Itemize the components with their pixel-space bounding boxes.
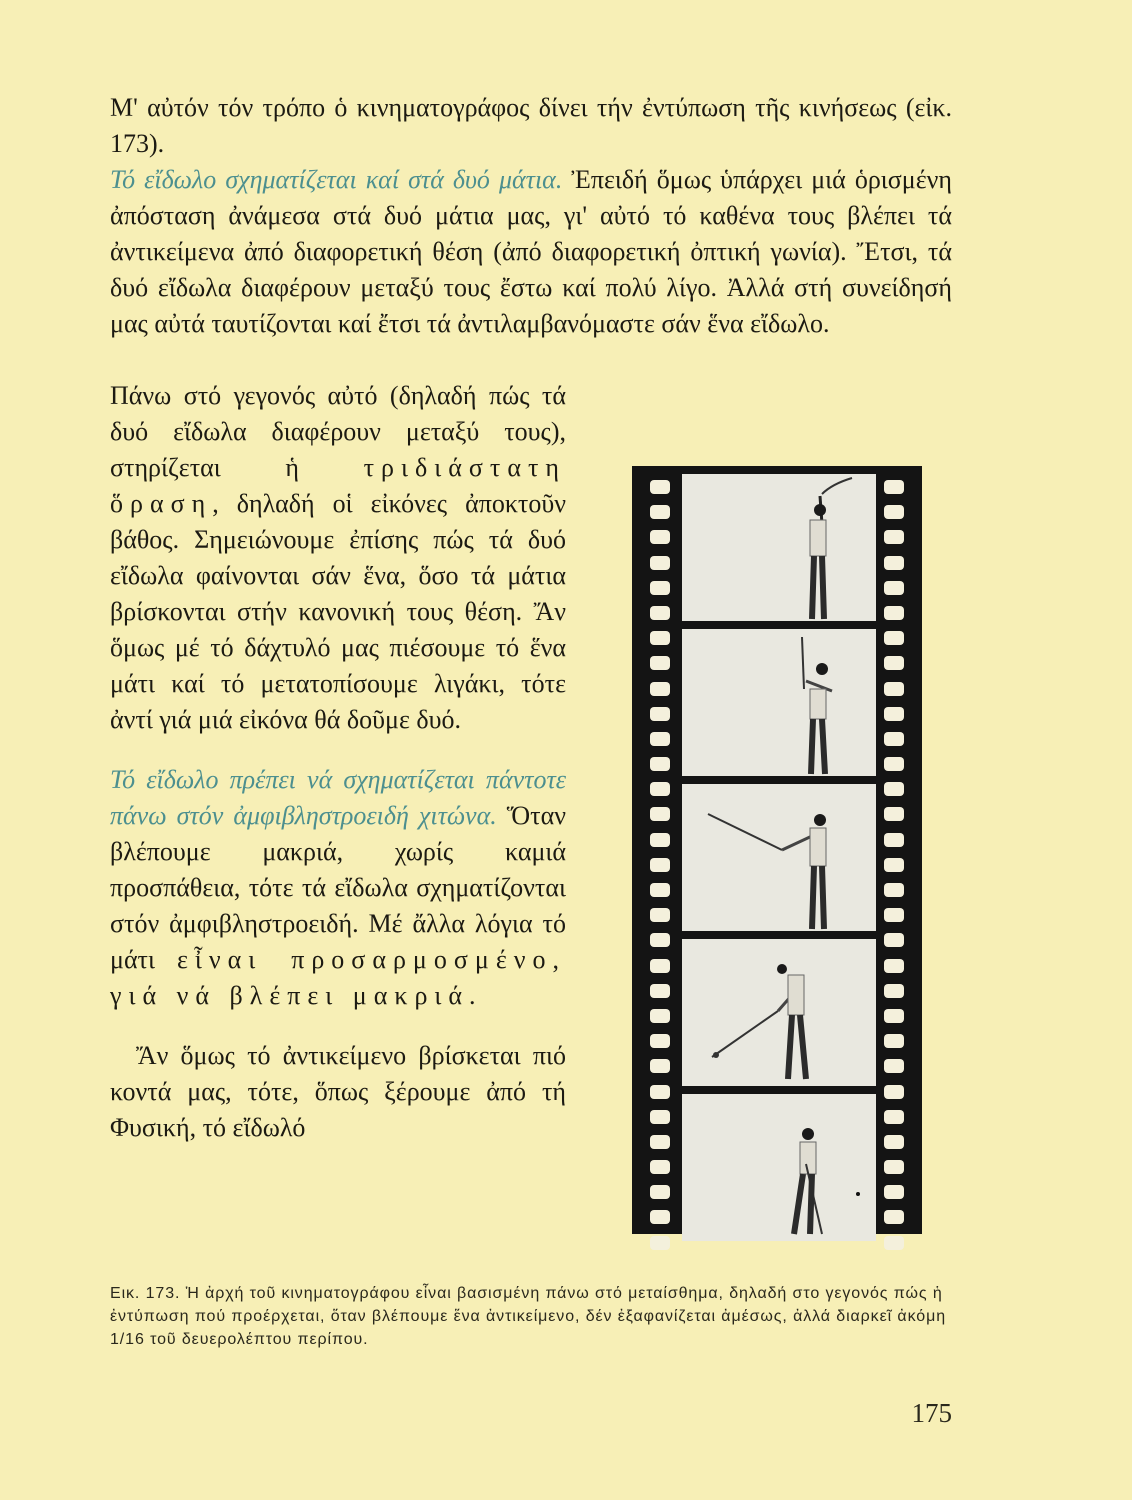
film-strip-figure	[632, 466, 922, 1234]
sprocket-hole	[650, 782, 670, 796]
paragraph-3-emphasis: τριδιάστατη ὅραση	[110, 453, 566, 518]
sprocket-hole	[650, 480, 670, 494]
sprocket-hole	[884, 505, 904, 519]
sprocket-hole	[884, 656, 904, 670]
golfer-figure-1	[682, 474, 876, 621]
golfer-figure-5	[682, 1094, 876, 1241]
sprocket-hole	[650, 807, 670, 821]
paragraph-4-emphasis: εἶναι προσαρμοσμένο, γιά νά βλέπει μακριά.	[110, 945, 566, 1010]
sprocket-hole	[884, 1085, 904, 1099]
sprocket-hole	[650, 530, 670, 544]
sprocket-hole	[650, 1236, 670, 1250]
sprocket-hole	[884, 833, 904, 847]
sprocket-hole	[884, 732, 904, 746]
sprocket-hole	[650, 933, 670, 947]
sprocket-hole	[884, 556, 904, 570]
sprocket-hole	[650, 656, 670, 670]
film-frame-5	[682, 1094, 876, 1241]
sprocket-holes-right	[884, 480, 906, 1220]
sprocket-hole	[884, 1059, 904, 1073]
sprocket-hole	[650, 707, 670, 721]
paragraph-2-body: Ἐπειδή ὅμως ὑπάρχει μιά ὁρισμένη ἀπόσταση ἀνάμεσα στά δυό μάτια μας, γι' αὐτό τό καθένα τους βλέπει τά ἀντικείμενα ἀπό διαφορετική θέση (ἀπό διαφορετική ὀπτική γωνία). Ἔτσι, τά δυό εἴδωλα διαφέρουν μεταξύ τους ἔστω καί πολύ λίγο. Ἀλλά στή συνείδησή μας αὐτά ταυτίζονται καί ἔτσι τά ἀντιλαμβανόμαστε σάν ἕνα εἴδωλο.	[110, 165, 953, 338]
paragraph-5: Ἄν ὅμως τό ἀντικείμενο βρίσκεται πιό κοντά μας, τότε, ὅπως ξέρουμε ἀπό τή Φυσική, τό εἴδωλό	[110, 1041, 566, 1142]
sprocket-hole	[884, 707, 904, 721]
sprocket-hole	[650, 1185, 670, 1199]
sprocket-hole	[650, 1160, 670, 1174]
sprocket-hole	[650, 833, 670, 847]
paragraph-2-heading: Τό εἴδωλο σχηματίζεται καί στά δυό μάτια.	[110, 165, 563, 194]
sprocket-hole	[884, 480, 904, 494]
paragraph-4-text: Ὅταν βλέπουμε μακριά, χωρίς καμιά προσπάθεια, τότε τά εἴδωλα σχηματίζονται στόν ἀμφιβληστροειδή. Μέ ἄλλα λόγια τό μάτι	[110, 801, 566, 974]
sprocket-hole	[884, 757, 904, 771]
golfer-figure-2	[682, 629, 876, 776]
sprocket-hole	[650, 1135, 670, 1149]
sprocket-hole	[884, 883, 904, 897]
sprocket-hole	[650, 757, 670, 771]
sprocket-hole	[884, 908, 904, 922]
sprocket-holes-left	[650, 480, 672, 1220]
film-frame-4	[682, 939, 876, 1086]
sprocket-hole	[650, 908, 670, 922]
text-full-width	[110, 90, 952, 342]
golfer-figure-3	[682, 784, 876, 931]
sprocket-hole	[884, 984, 904, 998]
sprocket-hole	[884, 581, 904, 595]
sprocket-hole	[884, 782, 904, 796]
sprocket-hole	[650, 1110, 670, 1124]
sprocket-hole	[884, 682, 904, 696]
golfer-figure-4	[682, 939, 876, 1086]
sprocket-hole	[884, 1009, 904, 1023]
page-number: 175	[911, 1398, 952, 1428]
paragraph-3	[110, 378, 566, 738]
paragraph-1: Μ' αὐτόν τόν τρόπο ὁ κινηματογράφος δίνει τήν ἐντύπωση τῆς κινήσεως (εἰκ. 173).	[110, 93, 952, 158]
sprocket-hole	[884, 1034, 904, 1048]
sprocket-hole	[884, 1236, 904, 1250]
sprocket-hole	[650, 631, 670, 645]
paragraph-2	[110, 162, 952, 342]
sprocket-hole	[650, 1034, 670, 1048]
sprocket-hole	[650, 682, 670, 696]
sprocket-hole	[884, 858, 904, 872]
sprocket-hole	[884, 530, 904, 544]
sprocket-hole	[650, 883, 670, 897]
sprocket-hole	[650, 959, 670, 973]
sprocket-hole	[884, 1160, 904, 1174]
sprocket-hole	[884, 959, 904, 973]
sprocket-hole	[650, 858, 670, 872]
sprocket-hole	[884, 606, 904, 620]
sprocket-hole	[650, 1009, 670, 1023]
text-column	[110, 378, 566, 1146]
sprocket-hole	[884, 1185, 904, 1199]
film-frame-2	[682, 629, 876, 776]
sprocket-hole	[650, 984, 670, 998]
sprocket-hole	[884, 631, 904, 645]
figure-caption: Εικ. 173. Ἡ ἀρχή τοῦ κινηματογράφου εἶναι βασισμένη πάνω στό μεταίσθημα, δηλαδή στο γεγονός πώς ἡ ἐντύπωση πού προέρχεται, ὅταν βλέπουμε ἕνα ἀντικείμενο, δέν ἐξαφανίζεται ἀμέσως, ἀλλά διαρκεῖ ἀκόμη 1/16 τοῦ δευερολέπτου περίπου.	[110, 1285, 946, 1348]
sprocket-hole	[650, 505, 670, 519]
sprocket-hole	[884, 1110, 904, 1124]
paragraph-4	[110, 762, 566, 1014]
sprocket-hole	[650, 606, 670, 620]
sprocket-hole	[884, 1135, 904, 1149]
film-frame-1	[682, 474, 876, 621]
sprocket-hole	[650, 1210, 670, 1224]
sprocket-hole	[650, 556, 670, 570]
sprocket-hole	[650, 732, 670, 746]
sprocket-hole	[884, 933, 904, 947]
sprocket-hole	[884, 1210, 904, 1224]
paragraph-3-text-b: , δηλαδή οἱ εἰκόνες ἀποκτοῦν βάθος. Σημειώνουμε ἐπίσης πώς τά δυό εἴδωλα φαίνονται σάν ἕνα, ὅσο τά μάτια βρίσκονται στήν κανονική τους θέση. Ἄν ὅμως μέ τό δάχτυλό μας πιέσουμε τό ἕνα μάτι καί τό μετατοπίσουμε λιγάκι, τότε ἀντί γιά μιά εἰκόνα θά δοῦμε δυό.	[110, 489, 566, 734]
sprocket-hole	[650, 1059, 670, 1073]
paragraph-4-heading: Τό εἴδωλο πρέπει νά σχηματίζεται πάντοτε πάνω στόν ἀμφιβληστροειδή χιτώνα.	[110, 765, 566, 830]
film-frame-3	[682, 784, 876, 931]
sprocket-hole	[650, 581, 670, 595]
sprocket-hole	[884, 807, 904, 821]
paragraph-3-text-a: Πάνω στό γεγονός αὐτό (δηλαδή πώς τά δυό εἴδωλα διαφέρουν μεταξύ τους), στηρίζεται ἡ	[110, 381, 566, 482]
sprocket-hole	[650, 1085, 670, 1099]
